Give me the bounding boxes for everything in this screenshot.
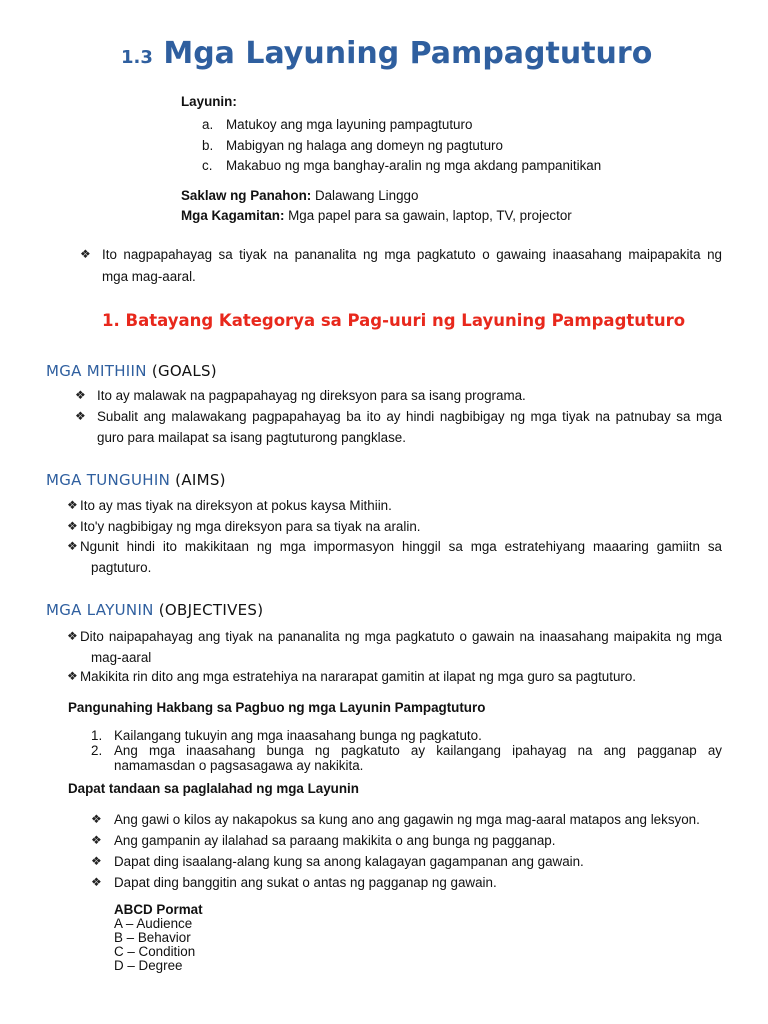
kagamitan-label: Mga Kagamitan:	[181, 208, 285, 223]
tandaan-item-3: Dapat ding isaalang-alang kung sa anong kalagayan gagampanan ang gawain.	[114, 854, 584, 869]
tandaan-item-1: Ang gawi o kilos ay nakapokus sa kung ano ang gagawin ng mga mag-aaral matapos ang leksyon.	[114, 812, 700, 827]
intro-line-1: Ito nagpapahayag sa tiyak na pananalita ng mga pagkatuto o gawaing inaasahang maipapakita ng	[102, 247, 722, 262]
diamond-bullet-icon: ❖	[80, 247, 91, 261]
diamond-bullet-icon: ❖	[75, 388, 86, 402]
title-text: Mga Layuning Pampagtuturo	[163, 36, 653, 71]
diamond-bullet-icon: ❖	[67, 539, 78, 553]
kagamitan-value: Mga papel para sa gawain, laptop, TV, projector	[284, 208, 572, 223]
objectives-bullet-1-line-2: mag-aaral	[91, 650, 152, 665]
layunin-item-c: Makabuo ng mga banghay-aralin ng mga akdang pampanitikan	[226, 158, 602, 173]
objectives-heading-rest: (OBJECTIVES)	[153, 601, 264, 619]
mithiin-heading-blue: MGA MITHIIN	[46, 362, 147, 380]
saklaw-value: Dalawang Linggo	[311, 188, 419, 203]
tunguhin-bullet-3-line-2: pagtuturo.	[91, 560, 152, 575]
abcd-item-b: B – Behavior	[114, 930, 191, 945]
layunin-item-b: Mabigyan ng halaga ang domeyn ng pagtuturo	[226, 138, 503, 153]
layunin-label: Layunin:	[181, 94, 237, 109]
hakbang-number-2: 2.	[91, 743, 103, 758]
layunin-item-a: Matukoy ang mga layuning pampagtuturo	[226, 117, 473, 132]
saklaw-line	[181, 186, 418, 206]
hakbang-item-2-line-2: namamasdan o pagsasagawa ay nakikita.	[114, 758, 364, 773]
tunguhin-bullet-1: Ito ay mas tiyak na direksyon at pokus kaysa Mithiin.	[80, 498, 392, 513]
objectives-heading-blue: MGA LAYUNIN	[46, 601, 154, 619]
tandaan-item-4: Dapat ding banggitin ang sukat o antas ng pagganap ng gawain.	[114, 875, 497, 890]
tunguhin-heading	[46, 471, 226, 489]
mithiin-bullet-2-line-2: guro para mailapat sa isang pagtuturong pangklase.	[97, 430, 406, 445]
diamond-bullet-icon: ❖	[67, 498, 78, 512]
diamond-bullet-icon: ❖	[67, 669, 78, 683]
layunin-marker-b: b.	[202, 138, 214, 153]
hakbang-item-1: Kailangang tukuyin ang mga inaasahang bunga ng pagkatuto.	[114, 728, 482, 743]
objectives-bullet-1-line-1: Dito naipapahayag ang tiyak na pananalita ng mga pagkatuto o gawain na inaasahang maipakita ng mga	[80, 629, 722, 644]
tunguhin-bullet-3-line-1: Ngunit hindi ito makikitaan ng mga impormasyon hinggil sa mga estratehiyang maaaring gamiitn sa	[80, 539, 722, 554]
tandaan-item-2: Ang gampanin ay ilalahad sa paraang makikita o ang bunga ng pagganap.	[114, 833, 556, 848]
layunin-marker-c: c.	[202, 158, 213, 173]
abcd-item-a: A – Audience	[114, 916, 193, 931]
objectives-bullet-2: Makikita rin dito ang mga estratehiya na nararapat gamitin at ilapat ng mga guro sa pagtuturo.	[80, 669, 637, 684]
title-number: 1.3	[121, 47, 153, 68]
mithiin-bullet-1: Ito ay malawak na pagpapahayag ng direksyon para sa isang programa.	[97, 388, 526, 403]
diamond-bullet-icon: ❖	[91, 833, 102, 847]
hakbang-heading: Pangunahing Hakbang sa Pagbuo ng mga Layunin Pampagtuturo	[68, 700, 486, 715]
saklaw-label: Saklaw ng Panahon:	[181, 188, 312, 203]
mithiin-heading-rest: (GOALS)	[146, 362, 217, 380]
mithiin-bullet-2-line-1: Subalit ang malawakang pagpapahayag ba ito ay hindi nagbibigay ng mga tiyak na patnubay sa mga	[97, 409, 722, 424]
hakbang-number-1: 1.	[91, 728, 103, 743]
diamond-bullet-icon: ❖	[75, 409, 86, 423]
tandaan-heading: Dapat tandaan sa paglalahad ng mga Layunin	[68, 781, 359, 796]
tunguhin-bullet-2: Ito'y nagbibigay ng mga direksyon para sa tiyak na aralin.	[80, 519, 421, 534]
diamond-bullet-icon: ❖	[67, 519, 78, 533]
tunguhin-heading-blue: MGA TUNGUHIN	[46, 471, 171, 489]
mithiin-heading	[46, 362, 217, 380]
diamond-bullet-icon: ❖	[91, 854, 102, 868]
abcd-item-d: D – Degree	[114, 958, 183, 973]
layunin-marker-a: a.	[202, 117, 214, 132]
intro-line-2: mga mag-aaral.	[102, 269, 196, 284]
kagamitan-line	[181, 206, 572, 226]
diamond-bullet-icon: ❖	[67, 629, 78, 643]
hakbang-item-2-line-1: Ang mga inaasahang bunga ng pagkatuto ay kailangang ipahayag na ang pagganap ay	[114, 743, 722, 758]
abcd-item-c: C – Condition	[114, 944, 196, 959]
abcd-title: ABCD Pormat	[114, 902, 203, 917]
diamond-bullet-icon: ❖	[91, 812, 102, 826]
section-heading: 1. Batayang Kategorya sa Pag-uuri ng Layuning Pampagtuturo	[102, 311, 686, 330]
tunguhin-heading-rest: (AIMS)	[170, 471, 226, 489]
page-title	[121, 36, 652, 71]
diamond-bullet-icon: ❖	[91, 875, 102, 889]
objectives-heading	[46, 601, 263, 619]
